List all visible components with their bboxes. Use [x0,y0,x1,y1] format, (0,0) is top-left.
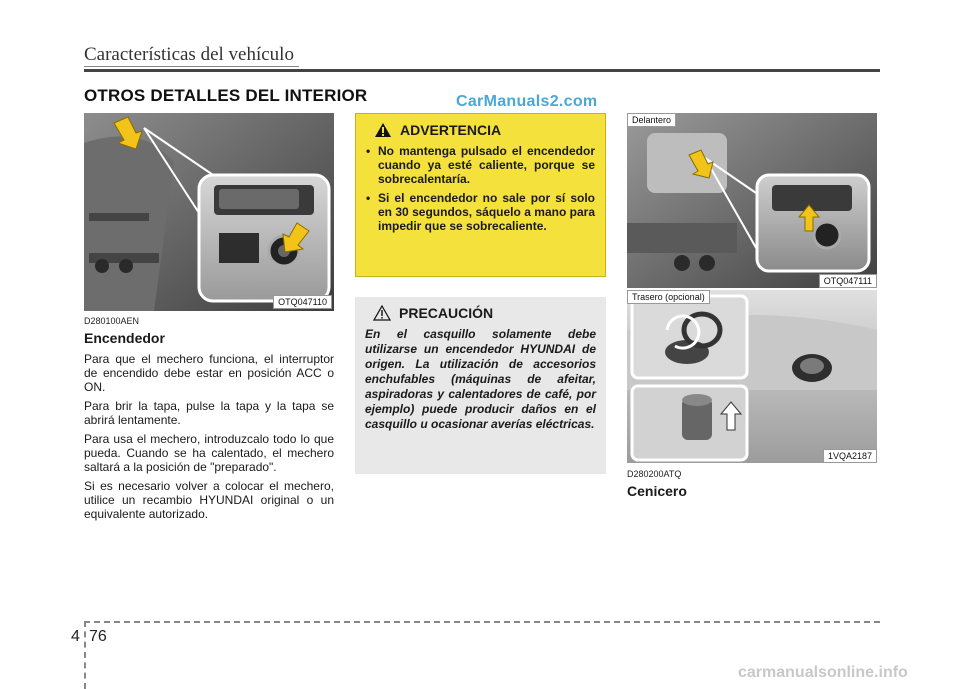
lighter-code: D280100AEN [84,316,140,326]
watermark-top[interactable]: CarManuals2.com [456,93,598,110]
warning-title: ADVERTENCIA [400,122,502,138]
footer-rule [84,621,880,623]
caution-triangle-icon [373,305,391,321]
footer-divider [84,621,86,689]
watermark-bottom[interactable]: carmanualsonline.info [738,664,908,681]
chapter-number: 4 [71,628,80,645]
figure-code-rear: 1VQA2187 [823,449,877,463]
header-rule-thin [84,66,299,67]
lighter-heading: Encendedor [84,330,165,346]
figure-code-left: OTQ047110 [273,295,332,309]
warning-bullet-text: No mantenga pulsado el encendedor cuando ya esté caliente, porque se sobrecalentaría. [378,144,595,186]
warning-header [374,122,595,138]
lighter-paragraph: Para usa el mechero, introduzcalo todo lo que pueda. Cuando se ha calentado, el mechero saltará a la posición de "preparado". [84,432,334,474]
page-header-title: Características del vehículo [84,44,294,65]
lighter-paragraph: Para brir la tapa, pulse la tapa y la tapa se abrirá lentamente. [84,399,334,427]
front-ashtray-illustration [627,113,877,288]
figure-label-rear: Trasero (opcional) [627,290,710,304]
header-rule [84,69,880,72]
section-title: OTROS DETALLES DEL INTERIOR [84,86,368,105]
lighter-paragraph: Para que el mechero funciona, el interruptor de encendido debe estar en posición ACC o ON. [84,352,334,394]
figure-code-front: OTQ047111 [819,274,877,288]
rear-ashtray-illustration [627,290,877,463]
caution-box [355,297,606,474]
warning-bullet [366,191,595,233]
page-number: 76 [89,628,107,645]
ashtray-code: D280200ATQ [627,469,682,479]
front-ashtray-photo [627,113,877,288]
lighter-photo [84,113,334,311]
rear-ashtray-photo [627,290,877,463]
ashtray-section [627,469,877,505]
warning-box [355,113,606,277]
warning-bullet-text: Si el encendedor no sale por sí solo en 30 segundos, sáquelo a mano para impedir que se sobrecaliente. [378,191,595,233]
caution-header [373,305,596,321]
figure-label-front: Delantero [627,113,676,127]
caution-text: En el casquillo solamente debe utilizarse un encendedor HYUNDAI de origen. La utilización de accesorios enchufables (máquinas de afeitar, aspiradoras y calentadores de café, por ejemplo) puede producir daños en el casquillo u ocasionar averías eléctricas. [365,327,596,431]
warning-bullet [366,144,595,186]
ashtray-heading: Cenicero [627,483,687,499]
lighter-illustration [84,113,334,311]
lighter-paragraph: Si es necesario volver a colocar el mechero, utilice un recambio HYUNDAI original o un equivalente autorizado. [84,479,334,521]
caution-title: PRECAUCIÓN [399,305,494,321]
warning-triangle-icon [374,122,392,138]
bullet-dot: • [366,191,371,205]
bullet-dot: • [366,144,371,158]
lighter-section [84,316,334,526]
